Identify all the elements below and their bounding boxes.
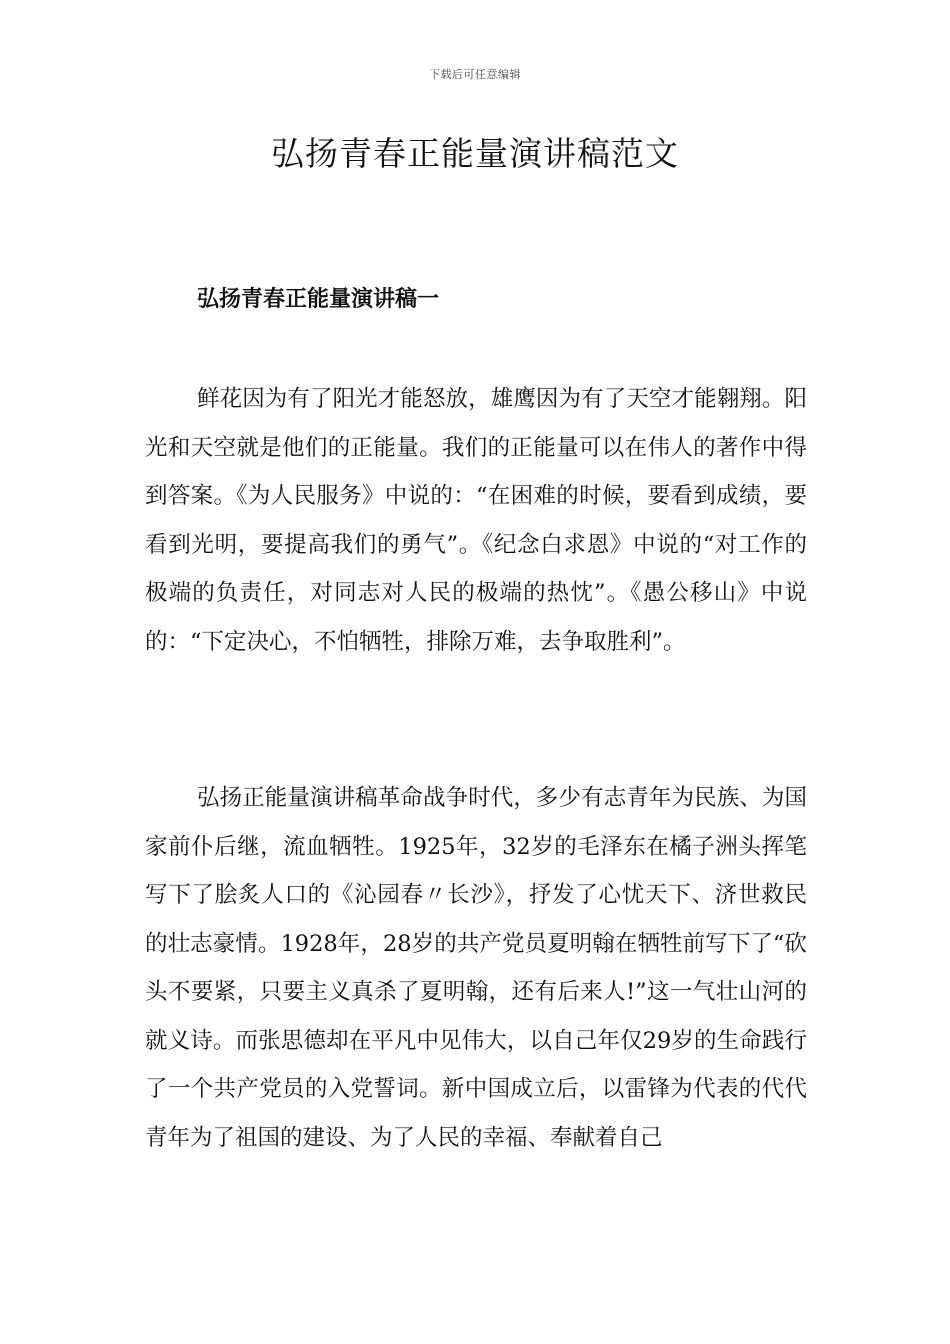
document-title: 弘扬青春正能量演讲稿范文 [271,134,679,173]
header-note: 下载后可任意编辑 [429,68,521,81]
body-paragraph-2: 弘扬正能量演讲稿革命战争时代，多少有志青年为民族、为国家前仆后继，流血牺牲。1925年，32岁的毛泽东在橘子洲头挥笔写下了脍炙人口的《沁园春〃长沙》，抒发了心忧天下、济世救民的壮志豪情。1928年，28岁的共产党员夏明翰在牺牲前写下了“砍头不要紧，只要主义真杀了夏明翰，还有后来人!”这一气壮山河的就义诗。而张思德却在平凡中见伟大，以自己年仅29岁的生命践行了一个共产党员的入党誓词。新中国成立后，以雷锋为代表的代代青年为了祖国的建设、为了人民的幸福、奉献着自己 [145,785,807,1151]
section-heading: 弘扬青春正能量演讲稿一 [197,286,440,312]
body-paragraph-1: 鲜花因为有了阳光才能怒放，雄鹰因为有了天空才能翱翔。阳光和天空就是他们的正能量。我们的正能量可以在伟人的著作中得到答案。《为人民服务》中说的：“在困难的时候，要看到成绩，要看到光明，要提高我们的勇气”。《纪念白求恩》中说的“对工作的极端的负责任，对同志对人民的极端的热忱”。《愚公移山》中说的：“下定决心，不怕牺牲，排除万难，去争取胜利”。 [145,386,807,655]
